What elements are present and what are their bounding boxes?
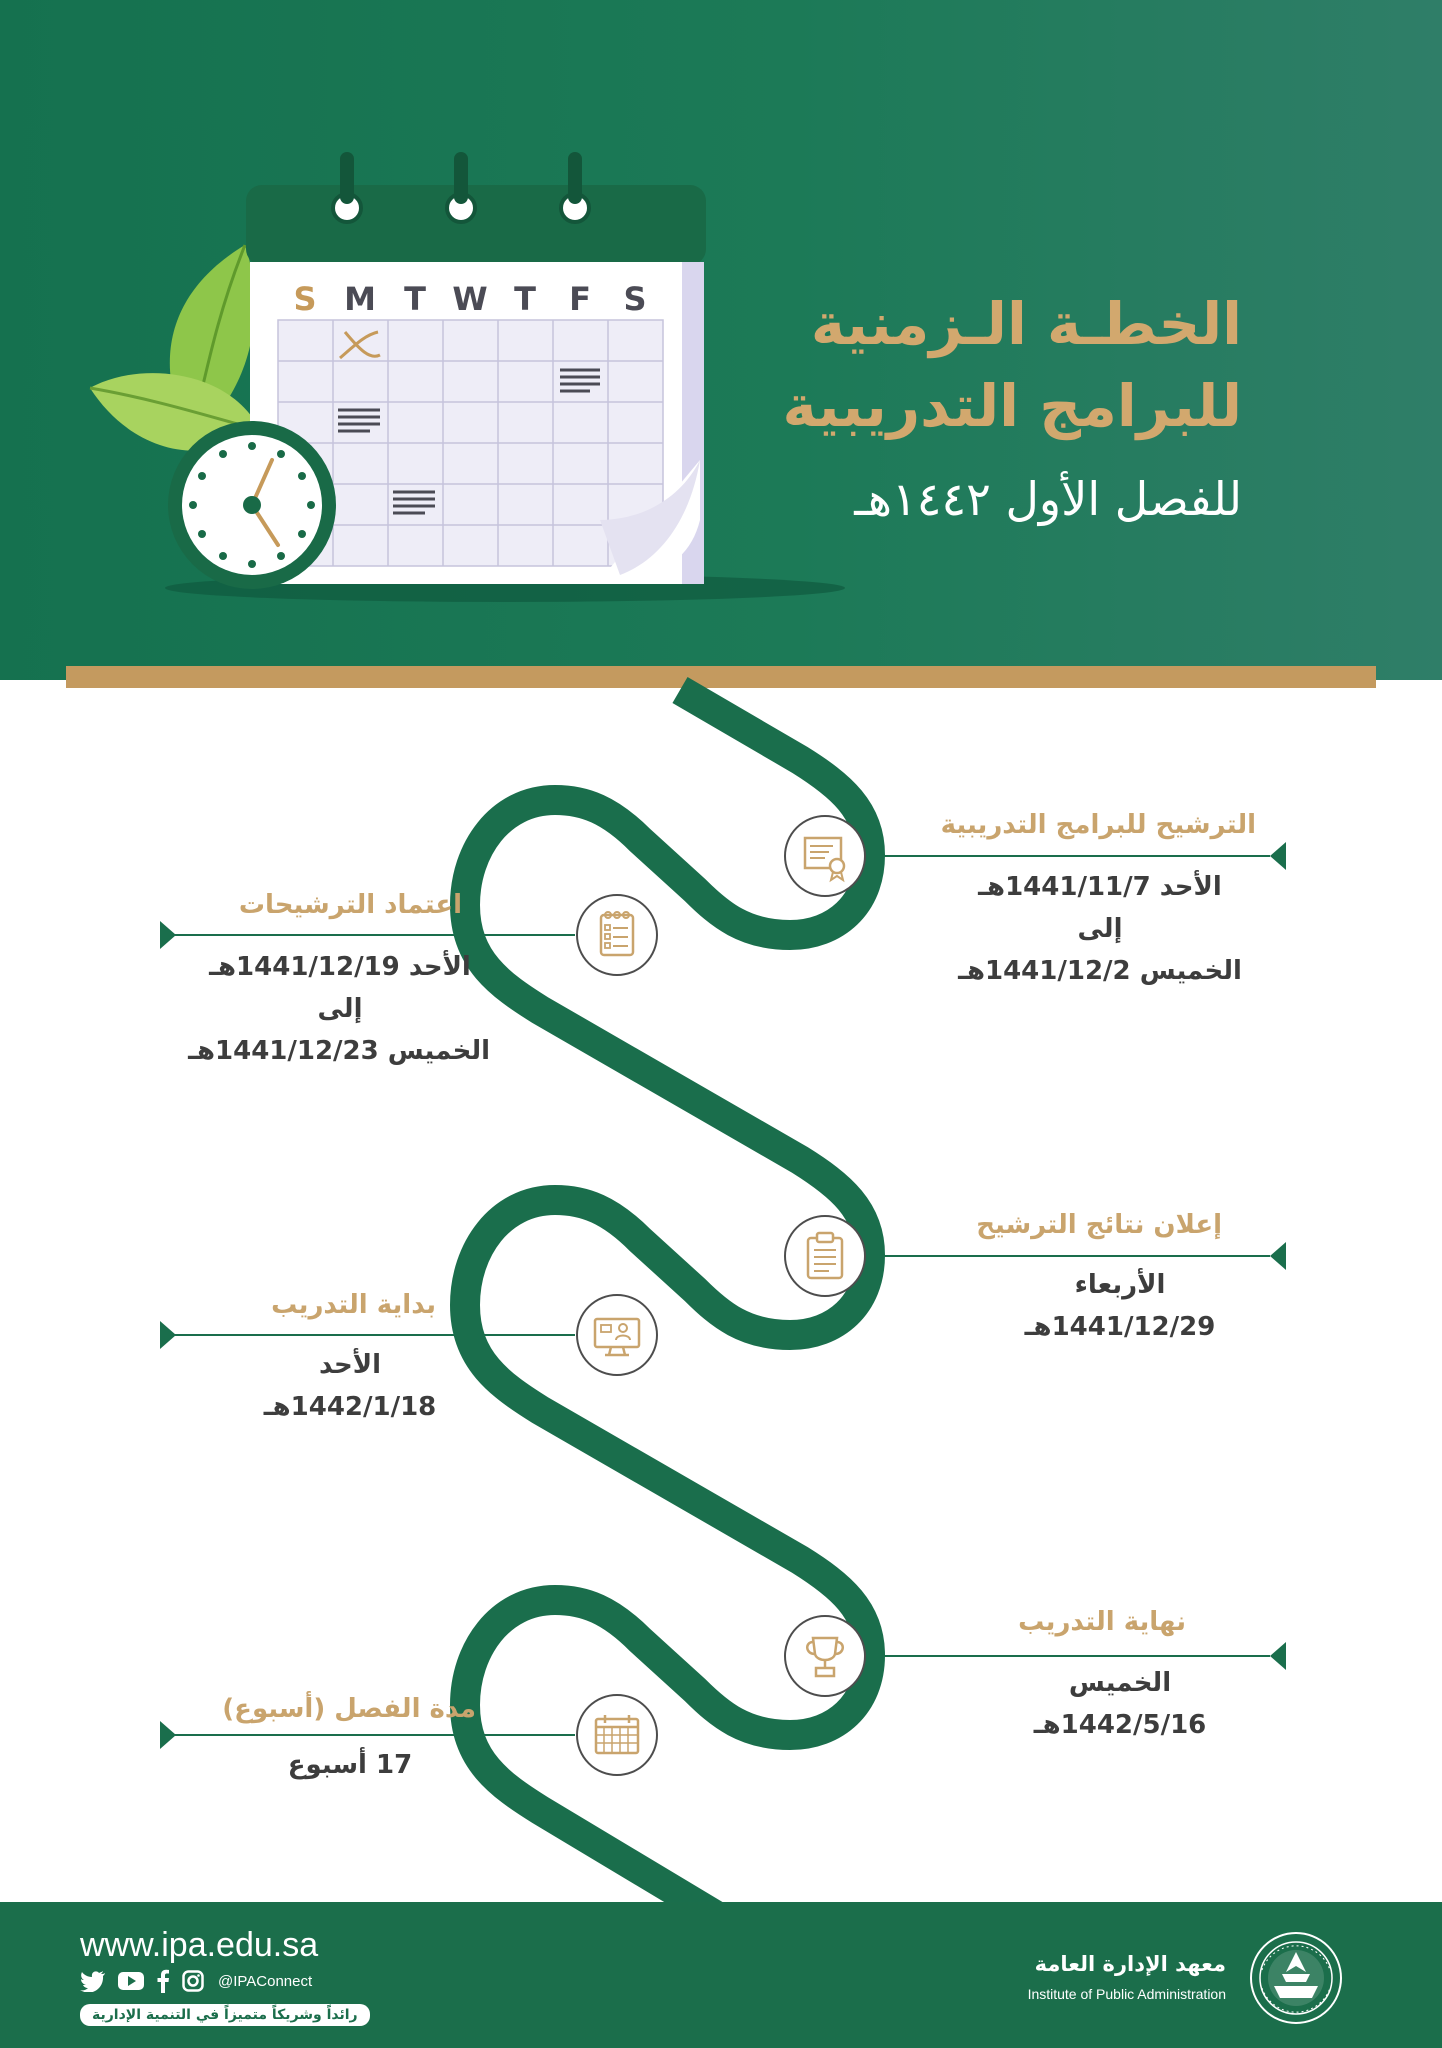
calendar-day-letter: F bbox=[569, 280, 591, 318]
calendar-day-letter: M bbox=[344, 280, 376, 318]
instagram-icon[interactable] bbox=[182, 1970, 204, 1992]
social-handle[interactable]: @IPAConnect bbox=[218, 1972, 313, 1990]
arrowhead-icon bbox=[160, 921, 176, 949]
website-link[interactable]: www.ipa.edu.sa bbox=[80, 1926, 319, 1964]
milestone-date: 1441/12/29هـ bbox=[1024, 1312, 1216, 1342]
milestone-title: مدة الفصل (أسبوع) bbox=[222, 1694, 476, 1724]
arrowhead-icon bbox=[1270, 842, 1286, 870]
twitter-icon[interactable] bbox=[80, 1970, 106, 1992]
page-title: الخطـة الـزمنية bbox=[810, 290, 1242, 358]
org-name-english: Institute of Public Administration bbox=[1027, 1986, 1226, 2002]
monitor-icon bbox=[575, 1293, 659, 1377]
ipa-seal-logo bbox=[1248, 1930, 1344, 2026]
milestone-date: 17 أسبوع bbox=[287, 1750, 413, 1780]
calendar-day-letter: W bbox=[452, 280, 488, 318]
page-subtitle: للفصل الأول ١٤٤٢هـ bbox=[854, 472, 1242, 526]
milestone-date: إلى bbox=[317, 994, 363, 1024]
milestone-date: الأحد bbox=[318, 1350, 382, 1380]
milestone-title: اعتماد الترشيحات bbox=[238, 890, 462, 920]
trophy-icon bbox=[783, 1614, 867, 1698]
page-title-line2: للبرامج التدريبية bbox=[782, 372, 1242, 440]
clipboard-icon bbox=[783, 1214, 867, 1298]
milestone-date: 1442/5/16هـ bbox=[1033, 1710, 1207, 1740]
milestone-date: الخميس 1441/12/23هـ bbox=[188, 1036, 490, 1066]
milestone-date: الأحد 1441/12/19هـ bbox=[209, 952, 471, 982]
milestone-title: إعلان نتائج الترشيح bbox=[976, 1210, 1222, 1240]
milestone-title: الترشيح للبرامج التدريبية bbox=[940, 810, 1256, 840]
milestone-date: 1442/1/18هـ bbox=[263, 1392, 437, 1422]
calendar-day-letter: S bbox=[293, 280, 317, 318]
milestone-date: الأربعاء bbox=[1074, 1270, 1166, 1300]
arrowhead-icon bbox=[160, 1321, 176, 1349]
calendar-day-letter: T bbox=[404, 280, 426, 318]
facebook-icon[interactable] bbox=[156, 1969, 170, 1993]
milestone-date: الأحد 1441/11/7هـ bbox=[978, 872, 1222, 902]
youtube-icon[interactable] bbox=[118, 1971, 144, 1991]
milestone-date: الخميس bbox=[1068, 1668, 1172, 1698]
calendar-day-letter: S bbox=[623, 280, 647, 318]
calendar-day-letter: T bbox=[514, 280, 536, 318]
slogan-badge: رائداً وشريكاً متميزاً في التنمية الإدارية bbox=[80, 2004, 370, 2026]
calendar-grid-icon bbox=[575, 1693, 659, 1777]
milestone-title: نهاية التدريب bbox=[1018, 1607, 1186, 1637]
checklist-icon bbox=[575, 893, 659, 977]
certificate-icon bbox=[783, 814, 867, 898]
org-name-arabic: معهد الإدارة العامة bbox=[1034, 1952, 1226, 1976]
milestone-title: بداية التدريب bbox=[271, 1290, 436, 1320]
milestone-date: إلى bbox=[1077, 914, 1123, 944]
arrowhead-icon bbox=[1270, 1242, 1286, 1270]
arrowhead-icon bbox=[160, 1721, 176, 1749]
social-links bbox=[80, 1966, 312, 1996]
arrowhead-icon bbox=[1270, 1642, 1286, 1670]
milestone-date: الخميس 1441/12/2هـ bbox=[958, 956, 1242, 986]
